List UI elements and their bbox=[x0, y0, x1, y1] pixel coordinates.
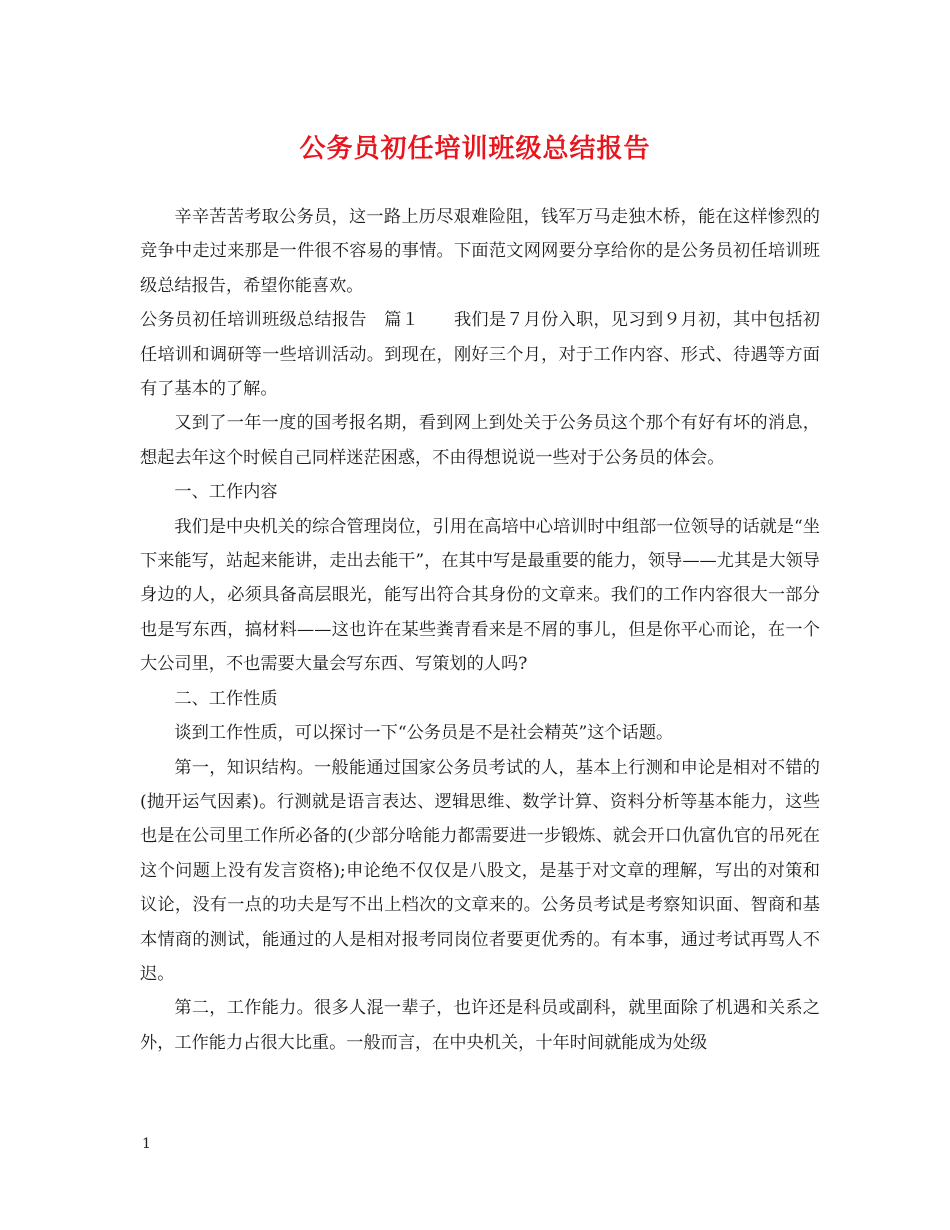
paragraph: 我们是中央机关的综合管理岗位，引用在高培中心培训时中组部一位领导的话就是“坐下来能写，站起来能讲，走出去能干”，在其中写是最重要的能力，领导——尤其是大领导身边的人，必须具备高层眼光，能写出符合其身份的文章来。我们的工作内容很大一部分也是写东西，搞材料——这也许在某些粪青看来是不屑的事儿，但是你平心而论，在一个大公司里，不也需要大量会写东西、写策划的人吗? bbox=[140, 516, 820, 675]
paragraph-intro: 辛辛苦苦考取公务员，这一路上历尽艰难险阻，钱军万马走独木桥，能在这样惨烈的竞争中走过来那是一件很不容易的事情。下面范文网网要分享给你的是公务员初任培训班级总结报告，希望你能喜欢。 bbox=[140, 207, 820, 296]
page-number: 1 bbox=[142, 1136, 151, 1152]
paragraph: 又到了一年一度的国考报名期，看到网上到处关于公务员这个那个有好有坏的消息，想起去年这个时候自己同样迷茫困惑，不由得想说说一些对于公务员的体会。 bbox=[140, 413, 820, 468]
paragraph: 第二，工作能力。很多人混一辈子，也许还是科员或副科，就里面除了机遇和关系之外，工作能力占很大比重。一般而言，在中央机关，十年时间就能成为处级 bbox=[140, 998, 820, 1053]
document-body bbox=[140, 200, 820, 1060]
document-title: 公务员初任培训班级总结报告 bbox=[299, 134, 651, 164]
paragraph: 谈到工作性质，可以探讨一下“公务员是不是社会精英”这个话题。 bbox=[174, 723, 674, 744]
section-heading-work-nature: 二、工作性质 bbox=[174, 688, 278, 709]
paragraph-section-heading-1: 公务员初任培训班级总结报告 篇１ 我们是７月份入职，见习到９月初，其中包括初任培训和调研等一些培训活动。到现在，刚好三个月，对于工作内容、形式、待遇等方面有了基本的了解。 bbox=[140, 310, 820, 400]
section-heading-work-content: 一、工作内容 bbox=[174, 482, 278, 503]
paragraph: 第一，知识结构。一般能通过国家公务员考试的人，基本上行测和申论是相对不错的(抛开运气因素)。行测就是语言表达、逻辑思维、数学计算、资料分析等基本能力，这些也是在公司里工作所必备的(少部分啥能力都需要进一步锻炼、就会开口仇富仇官的吊死在这个问题上没有发言资格);申论绝不仅仅是八股文，是基于对文章的理解，写出的对策和议论，没有一点的功夫是写不出上档次的文章来的。公务员考试是考察知识面、智商和基本情商的测试，能通过的人是相对报考同岗位者要更优秀的。有本事，通过考试再骂人不迟。 bbox=[140, 757, 820, 984]
